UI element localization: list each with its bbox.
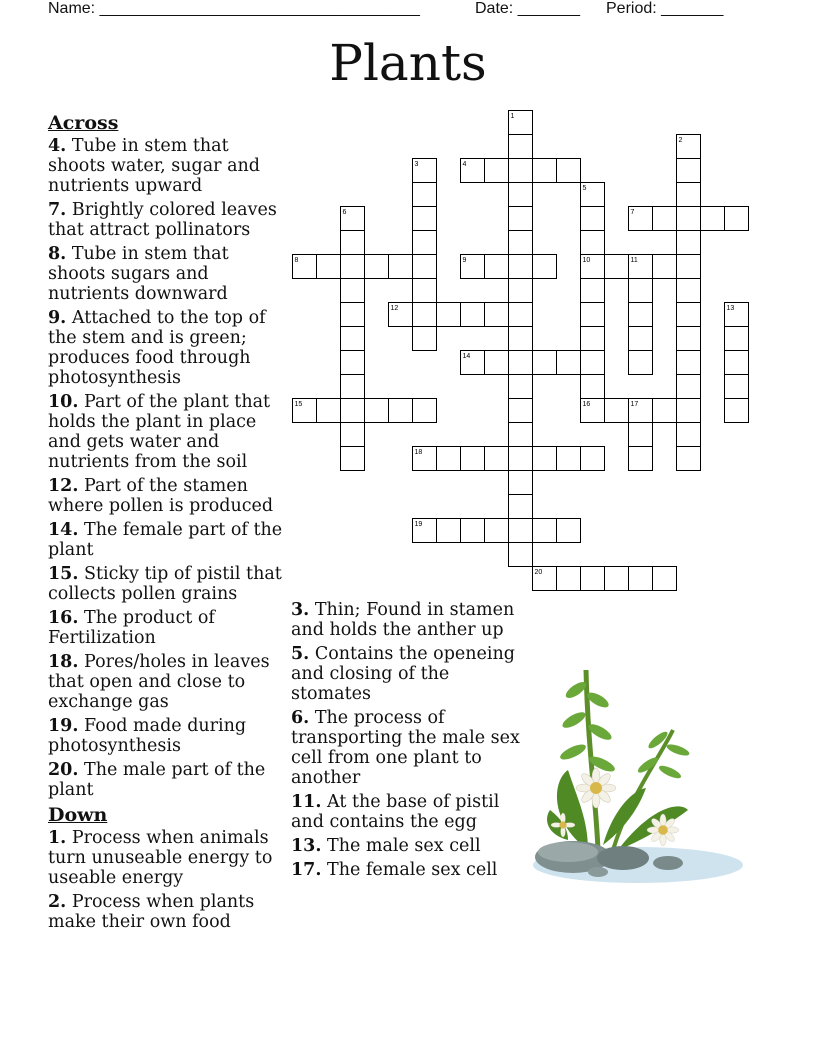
clue-text: The male part of the plant xyxy=(48,760,266,800)
grid-cell[interactable] xyxy=(341,231,365,255)
grid-cell[interactable] xyxy=(509,207,533,231)
grid-cell[interactable] xyxy=(509,519,533,543)
cell-number: 15 xyxy=(294,401,303,408)
grid-cell[interactable] xyxy=(317,399,341,423)
clue-item xyxy=(48,652,284,712)
down-heading: Down xyxy=(48,804,108,826)
grid-cell[interactable] xyxy=(581,207,605,231)
grid-cell[interactable] xyxy=(509,471,533,495)
cell-number: 7 xyxy=(630,209,635,216)
grid-cell[interactable] xyxy=(437,519,461,543)
clue-item xyxy=(48,760,284,800)
grid-cell[interactable] xyxy=(677,231,701,255)
plant-illustration xyxy=(528,660,748,890)
grid-cell[interactable] xyxy=(725,375,749,399)
clue-number: 13. xyxy=(291,836,322,856)
clue-number: 8. xyxy=(48,244,67,264)
grid-cell[interactable] xyxy=(629,351,653,375)
grid-cell[interactable] xyxy=(677,279,701,303)
down-clue-list-right xyxy=(291,600,527,880)
grid-cell[interactable] xyxy=(413,231,437,255)
grid-cell[interactable] xyxy=(677,303,701,327)
grid-cell[interactable] xyxy=(677,159,701,183)
clue-number: 20. xyxy=(48,760,79,780)
clue-item xyxy=(291,836,527,856)
clue-text: The process of transporting the male sex cell from one plant to another xyxy=(291,708,520,788)
grid-cell[interactable] xyxy=(533,351,557,375)
grid-cell[interactable] xyxy=(629,567,653,591)
cell-number: 14 xyxy=(462,353,471,360)
grid-cell[interactable] xyxy=(389,399,413,423)
grid-cell[interactable] xyxy=(485,159,509,183)
clue-item xyxy=(291,708,527,788)
cell-number: 10 xyxy=(582,257,591,264)
clue-item xyxy=(291,792,527,832)
grid-cell[interactable] xyxy=(509,351,533,375)
date-field-label: Date: _______ xyxy=(475,0,580,17)
cell-number: 2 xyxy=(678,137,683,144)
clue-number: 15. xyxy=(48,564,79,584)
grid-cell[interactable] xyxy=(677,399,701,423)
grid-cell[interactable] xyxy=(581,303,605,327)
clue-text: Tube in stem that shoots water, sugar and nutrients upward xyxy=(48,136,260,196)
grid-cell[interactable] xyxy=(701,207,725,231)
clue-text: Tube in stem that shoots sugars and nutrients downward xyxy=(48,244,229,304)
grid-cell[interactable] xyxy=(653,399,677,423)
clue-number: 17. xyxy=(291,860,322,880)
grid-cell[interactable] xyxy=(413,183,437,207)
grid-cell[interactable] xyxy=(485,519,509,543)
grid-cell[interactable] xyxy=(677,183,701,207)
clue-item xyxy=(48,716,284,756)
grid-cell[interactable] xyxy=(413,303,437,327)
grid-cell[interactable] xyxy=(533,447,557,471)
cell-number: 6 xyxy=(342,209,347,216)
grid-cell[interactable] xyxy=(677,447,701,471)
name-field-label: Name: ____________________________________ xyxy=(48,0,420,17)
period-field-label: Period: _______ xyxy=(606,0,724,17)
grid-cell[interactable] xyxy=(677,423,701,447)
grid-cell[interactable] xyxy=(509,279,533,303)
grid-cell[interactable] xyxy=(413,207,437,231)
grid-cell[interactable] xyxy=(413,279,437,303)
grid-cell[interactable] xyxy=(557,351,581,375)
clue-text: At the base of pistil and contains the egg xyxy=(291,792,500,832)
clue-text: Sticky tip of pistil that collects pollen grains xyxy=(48,564,282,604)
grid-cell[interactable] xyxy=(437,303,461,327)
cell-number: 19 xyxy=(414,521,423,528)
grid-cell[interactable] xyxy=(389,255,413,279)
grid-cell[interactable] xyxy=(557,567,581,591)
clue-text: Brightly colored leaves that attract pollinators xyxy=(48,200,277,240)
clue-item xyxy=(291,860,527,880)
grid-cell[interactable] xyxy=(581,447,605,471)
grid-cell[interactable] xyxy=(509,327,533,351)
grid-cell[interactable] xyxy=(677,207,701,231)
clue-text: Pores/holes in leaves that open and close to exchange gas xyxy=(48,652,270,712)
grid-cell[interactable] xyxy=(629,327,653,351)
grid-cell[interactable] xyxy=(341,447,365,471)
grid-cell[interactable] xyxy=(533,159,557,183)
clue-number: 1. xyxy=(48,828,67,848)
clue-text: The male sex cell xyxy=(327,836,481,856)
grid-cell[interactable] xyxy=(509,303,533,327)
cell-number: 11 xyxy=(630,257,638,264)
grid-cell[interactable] xyxy=(509,447,533,471)
grid-cell[interactable] xyxy=(509,255,533,279)
grid-cell[interactable] xyxy=(581,327,605,351)
grid-cell[interactable] xyxy=(341,399,365,423)
cell-number: 13 xyxy=(726,305,735,312)
grid-cell[interactable] xyxy=(341,423,365,447)
grid-cell[interactable] xyxy=(461,303,485,327)
grid-cell[interactable] xyxy=(629,447,653,471)
down-clue-list-left xyxy=(48,828,284,932)
clue-item xyxy=(48,892,284,932)
clues-right-column xyxy=(291,600,527,884)
grid-cell[interactable] xyxy=(509,231,533,255)
clue-text: Part of the plant that holds the plant in place and gets water and nutrients from the soil xyxy=(48,392,271,472)
cell-number: 17 xyxy=(630,401,639,408)
grid-cell[interactable] xyxy=(581,231,605,255)
grid-cell[interactable] xyxy=(509,183,533,207)
grid-cell[interactable] xyxy=(413,255,437,279)
grid-cell[interactable] xyxy=(533,519,557,543)
grid-cell[interactable] xyxy=(341,375,365,399)
grid-cell[interactable] xyxy=(341,279,365,303)
clue-number: 14. xyxy=(48,520,79,540)
cell-number: 8 xyxy=(294,257,299,264)
clue-item xyxy=(291,644,527,704)
clue-text: The product of Fertilization xyxy=(48,608,215,648)
grid-cell[interactable] xyxy=(677,255,701,279)
grid-cell[interactable] xyxy=(581,351,605,375)
cell-number: 16 xyxy=(582,401,591,408)
grid-cell[interactable] xyxy=(413,399,437,423)
grid-cell[interactable] xyxy=(533,255,557,279)
clue-item xyxy=(48,828,284,888)
grid-cell[interactable] xyxy=(629,423,653,447)
cell-number: 3 xyxy=(414,161,419,168)
clue-text: Process when plants make their own food xyxy=(48,892,255,932)
clue-text: The female sex cell xyxy=(327,860,498,880)
grid-cell[interactable] xyxy=(485,255,509,279)
grid-cells xyxy=(293,111,749,591)
clue-item xyxy=(48,608,284,648)
clue-text: Process when animals turn unuseable energy to useable energy xyxy=(48,828,273,888)
clue-number: 16. xyxy=(48,608,79,628)
grid-cell[interactable] xyxy=(725,351,749,375)
grid-cell[interactable] xyxy=(509,135,533,159)
grid-cell[interactable] xyxy=(677,375,701,399)
clue-number: 19. xyxy=(48,716,79,736)
grid-cell[interactable] xyxy=(461,447,485,471)
page-title: Plants xyxy=(329,34,487,92)
grid-cell[interactable] xyxy=(605,255,629,279)
clue-number: 12. xyxy=(48,476,79,496)
grid-cell[interactable] xyxy=(365,399,389,423)
grid-cell[interactable] xyxy=(461,519,485,543)
grid-cell[interactable] xyxy=(341,303,365,327)
grid-cell[interactable] xyxy=(653,255,677,279)
clue-number: 9. xyxy=(48,308,67,328)
clue-number: 2. xyxy=(48,892,67,912)
clue-number: 5. xyxy=(291,644,310,664)
clue-text: Attached to the top of the stem and is green; produces food through photosynthesis xyxy=(48,308,266,388)
grid-cell[interactable] xyxy=(485,447,509,471)
grid-cell[interactable] xyxy=(341,351,365,375)
grid-cell[interactable] xyxy=(725,327,749,351)
cell-number: 1 xyxy=(510,113,515,120)
clue-number: 7. xyxy=(48,200,67,220)
grid-cell[interactable] xyxy=(485,303,509,327)
grid-cell[interactable] xyxy=(629,279,653,303)
grid-cell[interactable] xyxy=(509,159,533,183)
grid-cell[interactable] xyxy=(629,303,653,327)
grid-cell[interactable] xyxy=(341,255,365,279)
grid-cell[interactable] xyxy=(509,495,533,519)
grid-cell[interactable] xyxy=(509,399,533,423)
grid-cell[interactable] xyxy=(485,351,509,375)
clue-item xyxy=(291,600,527,640)
grid-cell[interactable] xyxy=(725,399,749,423)
grid-cell[interactable] xyxy=(557,519,581,543)
cell-number: 20 xyxy=(534,569,543,576)
clue-number: 6. xyxy=(291,708,310,728)
cell-number: 18 xyxy=(414,449,423,456)
clue-number: 10. xyxy=(48,392,79,412)
grid-cell[interactable] xyxy=(581,279,605,303)
clue-text: The female part of the plant xyxy=(48,520,283,560)
grid-cell[interactable] xyxy=(317,255,341,279)
grid-cell[interactable] xyxy=(557,447,581,471)
grid-cell[interactable] xyxy=(413,327,437,351)
grid-cell[interactable] xyxy=(653,207,677,231)
grid-cell[interactable] xyxy=(437,447,461,471)
grid-cell[interactable] xyxy=(509,375,533,399)
clue-text: Part of the stamen where pollen is produced xyxy=(48,476,274,516)
grid-cell[interactable] xyxy=(509,543,533,567)
grid-cell[interactable] xyxy=(653,567,677,591)
across-heading: Across xyxy=(48,112,119,134)
clue-number: 18. xyxy=(48,652,79,672)
grid-cell[interactable] xyxy=(509,423,533,447)
cell-number: 12 xyxy=(390,305,399,312)
grid-cell[interactable] xyxy=(725,207,749,231)
grid-cell[interactable] xyxy=(605,399,629,423)
cell-number: 9 xyxy=(462,257,467,264)
grid-cell[interactable] xyxy=(557,159,581,183)
grid-cell[interactable] xyxy=(677,327,701,351)
grid-cell[interactable] xyxy=(605,567,629,591)
grid-cell[interactable] xyxy=(581,567,605,591)
clue-number: 11. xyxy=(291,792,322,812)
grid-cell[interactable] xyxy=(581,375,605,399)
clue-text: Thin; Found in stamen and holds the anther up xyxy=(291,600,515,640)
stem-leaves xyxy=(558,679,690,781)
clue-number: 4. xyxy=(48,136,67,156)
clue-text: Contains the openeing and closing of the stomates xyxy=(291,644,515,704)
clue-text: Food made during photosynthesis xyxy=(48,716,247,756)
cell-number: 5 xyxy=(582,185,587,192)
grid-cell[interactable] xyxy=(341,327,365,351)
grid-cell[interactable] xyxy=(677,351,701,375)
cell-number: 4 xyxy=(462,161,467,168)
grid-cell[interactable] xyxy=(365,255,389,279)
clue-number: 3. xyxy=(291,600,310,620)
